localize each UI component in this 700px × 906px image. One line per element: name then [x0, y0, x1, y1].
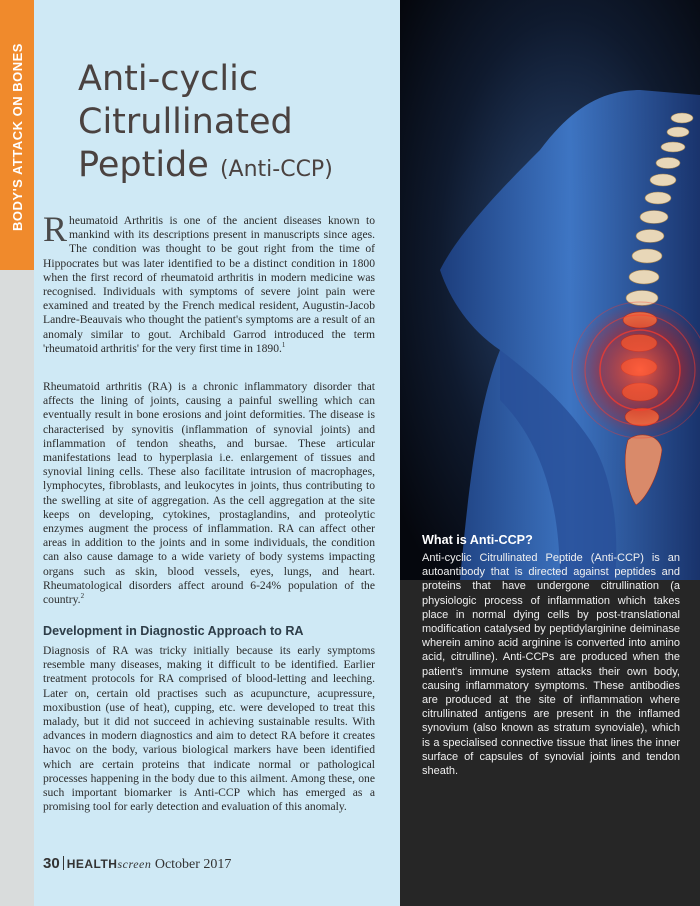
ra-text: Rheumatoid arthritis (RA) is a chronic inflammatory disorder that affects the lining of joints, causing a painful swelling which can eventually result in bone erosions and joint deformities. The disease is characterised by synovitis (inflammation of synovial joints) and inflammation of tendon sheaths, and bursae. These articular manifestations lead to hyperplasia i.e. enlargement of tissues and synovial lining cells. These also facilitate intrusion of macrophages, lymphocytes, fibroblasts, and leukocytes in joints, thus contributing to the swelling at site of aggregation. As the cell aggregation at the site keeps on developing, cytokines, prostaglandins, and proteolytic enzymes augment the process of inflammation. RA can affect other areas in addition to the joints and in some individuals, the condition can also cause damage to a wide variety of body systems impacting organs such as skin, blood vessels, eyes, lungs, and heart. Rheumatological disorders affect around 6-24% population of the country. [43, 380, 375, 607]
ra-paragraph [43, 380, 375, 607]
ref-2: 2 [80, 592, 85, 601]
title-line-2: Citrullinated [78, 102, 293, 142]
footer-divider [63, 856, 64, 870]
intro-paragraph [43, 209, 375, 356]
page-number: 30 [43, 855, 60, 872]
title-line-1: Anti-cyclic [78, 59, 259, 99]
title-suffix: (Anti-CCP) [219, 157, 333, 182]
info-box-heading: What is Anti-CCP? [422, 533, 533, 547]
intro-text: heumatoid Arthritis is one of the ancient diseases known to mankind with its descriptions present in manuscripts since ages. The condition was thought to be gout right from the time of Hippocrates but was later identified to be a distinct condition in 1800 when the first record of rheumatoid arthritis in modern medicine was recognised. Individuals with symptoms of severe joint pain were examined and treated by the French medical resident, Augustin-Jacob Landre-Beauvais who thought the patient's symptoms are a result of an anomaly similar to gout. Archibald Garrod introduced the term 'rheumatoid arthritis' for the very first time in 1890. [43, 214, 375, 355]
title-word: Peptide [78, 145, 209, 185]
magazine-logo: HEALTHscreen [66, 857, 152, 871]
title-line-3 [78, 144, 398, 191]
info-box-text: Anti-cyclic Citrullinated Peptide (Anti-CCP) is an autoantibody that is directed against peptides and proteins that have undergone citrullination (a physiologic process of inflammation which takes place in normal dying cells by post-translational modification catalysed by peptidylarginine deiminase wherein amino acid arginine is converted into amino acid, citrulline). Anti-CCPs are produced when the patient's immune system attacks their own body, causing inflammatory symptoms. These antibodies are produced at the site of inflammation where citrullinated antigens are present in the inflamed synovium (also known as stratum synoviale), which is a specialised connective tissue that lines the inner surface of capsules of synovial joints and tendon sheath. [422, 552, 680, 778]
drop-cap: R [43, 209, 68, 249]
diagnostic-paragraph: Diagnosis of RA was tricky initially because its early symptoms resemble many diseases, making it difficult to be identified. Earlier treatment protocols for RA comprised of blood-letting and leeching. Later on, certain old practises such as acupuncture, acupressure, moxibustion (use of heat), cupping, etc. were developed to treat this malady, but it did not succeed in achieving sustainable results. With advances in modern diagnostics and aim to detect RA before it creates havoc on the body, various biological markers have been identified which are certain proteins that indicate normal or pathological processes happening in the body due to this ailment. Among these, one such important biomarker is Anti-CCP which has emerged as a promising tool for early detection and evaluation of this anomaly. [43, 644, 375, 814]
page-footer [43, 855, 231, 873]
ref-1: 1 [281, 340, 286, 349]
spine-illustration [400, 0, 700, 580]
section-label: BODY'S ATTACK ON BONES [10, 43, 25, 231]
issue-date: October 2017 [154, 857, 232, 872]
page-title [78, 58, 398, 191]
side-margin-strip [0, 270, 34, 906]
section-heading: Development in Diagnostic Approach to RA [43, 624, 304, 638]
